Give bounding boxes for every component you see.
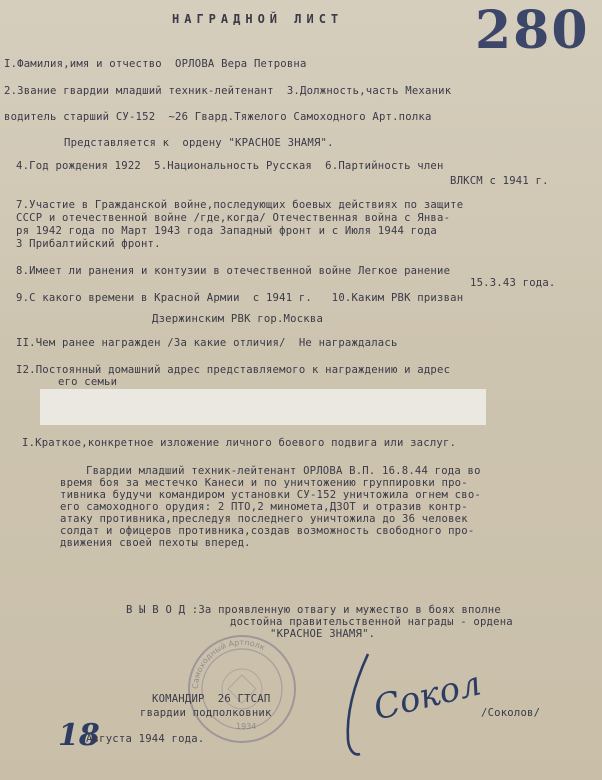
conclusion-line-3: "КРАСНОЕ ЗНАМЯ". xyxy=(270,628,376,640)
feat-line-6: солдат и офицеров противника,создав возможность свободного про- xyxy=(60,525,475,537)
field-party-continued: ВЛКСМ с 1941 г. xyxy=(450,175,549,187)
document-title: НАГРАДНОЙ ЛИСТ xyxy=(172,12,344,26)
document-date: Августа 1944 года. xyxy=(86,733,205,745)
feat-line-1: Гвардии младший техник-лейтенант ОРЛОВА В.П. 16.8.44 года во xyxy=(86,465,481,477)
field-unit: водитель старший СУ-152 ~26 Гвард.Тяжелого Самоходного Арт.полка xyxy=(4,111,432,123)
seal-number: 1934 xyxy=(236,722,257,731)
feat-line-7: движения своей пехоты вперед. xyxy=(60,537,251,549)
seal-text: Самоходный Артполк xyxy=(190,637,267,690)
handwritten-signature: Сокол xyxy=(369,663,486,729)
signature-stroke xyxy=(338,650,380,760)
official-seal xyxy=(178,633,306,745)
field-home-address-2: его семьи xyxy=(58,376,118,388)
field-rank-position: 2.Звание гвардии младший техник-лейтенант 3.Должность,часть Механик xyxy=(4,85,452,97)
field-war-participation-2: СССР и отечественной войне /где,когда/ Отечественная война с Янва- xyxy=(16,212,451,224)
signatory-rank: гвардии подполковник xyxy=(140,707,272,719)
signatory-name: /Соколов/ xyxy=(481,707,541,719)
field-full-name: I.Фамилия,имя и отчество ОРЛОВА Вера Петровна xyxy=(4,58,307,70)
section-heading-feat: I.Краткое,конкретное изложение личного боевого подвига или заслуг. xyxy=(22,437,457,449)
signatory-position: КОМАНДИР 26 ГТСАП xyxy=(152,693,271,705)
field-home-address: I2.Постоянный домашний адрес представляемого к награждению и адрес xyxy=(16,364,451,376)
feat-line-4: его самоходного орудия: 2 ПТО,2 миномета,ДЗОТ и отразив контр- xyxy=(60,501,468,513)
conclusion-line-1: В Ы В О Д :За проявленную отвагу и мужество в боях вполне xyxy=(126,604,501,616)
date-day-handwritten: 18 xyxy=(58,718,100,753)
field-previous-awards: II.Чем ранее награжден /За какие отличия/ Не награждалась xyxy=(16,337,398,349)
feat-line-3: тивника будучи командиром установки СУ-152 уничтожила огнем сво- xyxy=(60,489,481,501)
field-wounds-date: 15.3.43 года. xyxy=(470,277,556,289)
field-service-start: 9.С какого времени в Красной Армии с 1941 г. 10.Каким РВК призван xyxy=(16,292,464,304)
redacted-address-block xyxy=(40,389,486,425)
field-wounds: 8.Имеет ли ранения и контузии в отечественной войне Легкое ранение xyxy=(16,265,451,277)
field-birth-nationality-party: 4.Год рождения 1922 5.Национальность Русская 6.Партийность член xyxy=(16,160,444,172)
field-war-participation-3: ря 1942 года по Март 1943 года Западный фронт и с Июля 1944 года xyxy=(16,225,437,237)
field-war-participation-4: 3 Прибалтийский фронт. xyxy=(16,238,161,250)
field-draft-office: Дзержинским РВК гор.Москва xyxy=(152,313,324,325)
field-nominated-for: Представляется к ордену "КРАСНОЕ ЗНАМЯ". xyxy=(64,137,334,149)
conclusion-line-2: достойна правительственной награды - ордена xyxy=(230,616,513,628)
feat-line-5: атаку противника,преследуя последнего уничтожила до 36 человек xyxy=(60,513,468,525)
field-war-participation: 7.Участие в Гражданской войне,последующих боевых действиях по защите xyxy=(16,199,464,211)
archive-number: 280 xyxy=(475,0,590,61)
feat-line-2: время боя за местечко Канеси и по уничтожению группировки про- xyxy=(60,477,468,489)
